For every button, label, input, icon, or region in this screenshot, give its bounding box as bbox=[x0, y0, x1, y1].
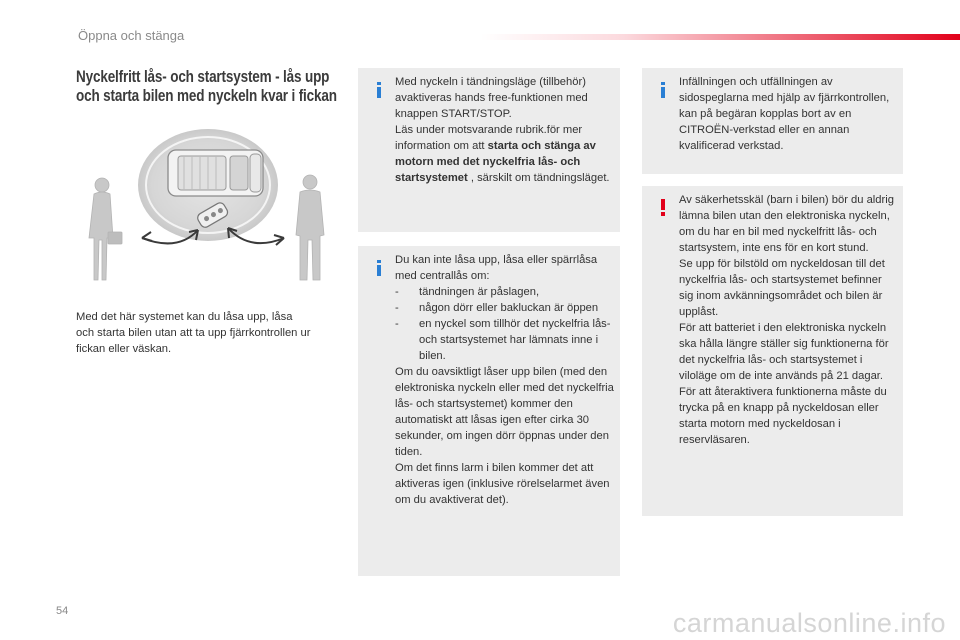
info-box-3-text: Infällningen och utfällningen av sidospeglarna med hjälp av fjärrkontrollen, kan på begäran kopplas bort av en CITROËN-verkstad eller en annan kvalificerad verkstad. bbox=[679, 76, 890, 152]
woman-figure bbox=[89, 178, 122, 280]
intro-line-3: fickan eller väskan. bbox=[76, 343, 172, 355]
header-accent-bar bbox=[480, 34, 960, 40]
list-item: - tändningen är påslagen, bbox=[395, 284, 614, 300]
list-item: - någon dörr eller bakluckan är öppen bbox=[395, 300, 614, 316]
man-figure bbox=[296, 175, 324, 280]
warning-paragraph-1: Av säkerhetsskäl (barn i bilen) bör du aldrig lämna bilen utan den elektroniska nyckeln, om du har en bil med nyckelfritt lås- och startsystem, inte ens för en kort stund. bbox=[679, 194, 894, 254]
intro-paragraph bbox=[76, 309, 346, 357]
info-box-locking-conditions bbox=[358, 246, 620, 576]
warning-paragraph-4: För att återaktivera funktionerna måste du trycka på en knapp på nyckeldosan eller starta motorn med nyckeldosan i reservläsaren. bbox=[679, 386, 887, 446]
watermark: carmanualsonline.info bbox=[672, 608, 946, 638]
section-heading bbox=[76, 68, 347, 106]
section-heading-line-2: och starta bilen med nyckeln kvar i fickan bbox=[76, 87, 337, 105]
car-top-view bbox=[168, 150, 263, 196]
page-header-title: Öppna och stänga bbox=[78, 28, 185, 43]
info-box-2-list bbox=[395, 284, 614, 364]
section-heading-line-1: Nyckelfritt lås- och startsystem - lås upp bbox=[76, 68, 330, 86]
info-icon bbox=[368, 256, 390, 278]
info-box-1-p2-bold: starta och stänga av motorn med det nyckelfria lås- och startsystemet bbox=[395, 140, 596, 184]
illustration-svg bbox=[80, 120, 340, 290]
warning-paragraph-3: För att batteriet i den elektroniska nyckeln ska hålla längre ställer sig funktionerna för det nyckelfria lås- och startsystemet i viloläge om de inte används på 21 dagar. bbox=[679, 322, 889, 382]
list-item: - en nyckel som tillhör det nyckelfria lås- och startsystemet har lämnats inne i bilen. bbox=[395, 316, 614, 364]
info-box-1-paragraph-1: Med nyckeln i tändningsläge (tillbehör) avaktiveras hands free-funktionen med knappen START/STOP. bbox=[395, 76, 588, 120]
info-box-1-paragraph-2 bbox=[395, 122, 614, 186]
intro-line-1: Med det här systemet kan du låsa upp, låsa bbox=[76, 311, 293, 323]
info-icon bbox=[368, 78, 390, 100]
page-number: 54 bbox=[56, 605, 69, 617]
info-box-2-paragraph-3: Om det finns larm i bilen kommer det att aktiveras igen (inklusive rörelselarmet även om du avaktiverat det). bbox=[395, 462, 610, 506]
info-box-2-intro: Du kan inte låsa upp, låsa eller spärrlåsa med centrallås om: bbox=[395, 254, 598, 282]
info-box-2-paragraph-2: Om du oavsiktligt låser upp bilen (med den elektroniska nyckeln eller med det nyckelfria lås- och startsystemet) kommer den automatiskt att låsas igen efter cirka 30 sekunder, om ingen dörr öppnas under den tiden. bbox=[395, 366, 614, 458]
info-box-1-p2-suffix: , särskilt om tändningsläget. bbox=[467, 172, 610, 184]
intro-line-2: och starta bilen utan att ta upp fjärrkontrollen ur bbox=[76, 327, 311, 339]
keyless-system-illustration bbox=[80, 120, 340, 290]
warning-paragraph-2: Se upp för bilstöld om nyckeldosan till det nyckelfria lås- och startsystemet befinner sig inom avkänningsområdet och bilen är upplåst. bbox=[679, 258, 885, 318]
info-box-mirrors bbox=[642, 68, 903, 174]
info-icon bbox=[652, 78, 674, 100]
exclamation-icon bbox=[652, 196, 674, 218]
info-box-1-p2-prefix: Läs under motsvarande rubrik.för mer information om att bbox=[395, 124, 583, 152]
info-box-ignition bbox=[358, 68, 620, 232]
warning-box-safety bbox=[642, 186, 903, 516]
